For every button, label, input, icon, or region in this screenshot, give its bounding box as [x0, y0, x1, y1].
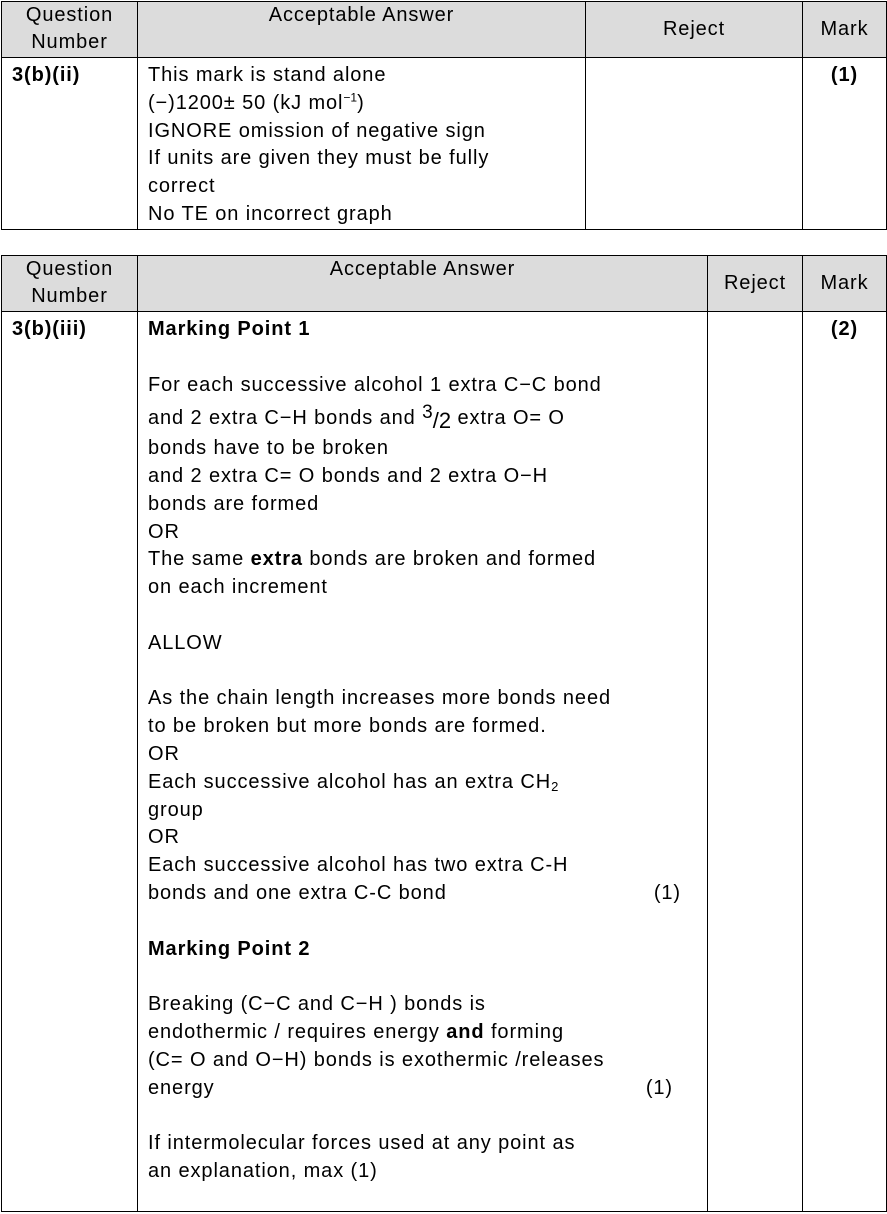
reject-cell [586, 58, 803, 230]
answer-line: No TE on incorrect graph [148, 202, 393, 225]
answer-line: an explanation, max (1) [148, 1159, 378, 1182]
answer-line: If units are given they must be fully [148, 147, 490, 170]
question-number-header: Question Number [2, 2, 138, 58]
reject-header: Reject [708, 256, 803, 312]
answer-line: and 2 extra C= O bonds and 2 extra O−H [148, 464, 548, 487]
marking-point-1-mark: (1) [653, 881, 681, 904]
answer-line: endothermic / requires energy and forming [148, 1020, 564, 1043]
answer-line: If intermolecular forces used at any point as [148, 1132, 576, 1155]
answer-line: correct [148, 175, 216, 198]
or-separator: OR [148, 742, 180, 765]
mark-cell: (2) [803, 312, 887, 1212]
allow-heading: ALLOW [148, 631, 223, 654]
acceptable-answer-cell [138, 58, 586, 230]
answer-line: to be broken but more bonds are formed. [148, 715, 547, 738]
acceptable-answer-header: Acceptable Answer [138, 256, 708, 312]
answer-line: energy (1) [148, 1075, 699, 1103]
marking-point-2-heading: Marking Point 2 [148, 937, 311, 960]
answer-line: Breaking (C−C and C−H ) bonds is [148, 993, 486, 1016]
or-separator: OR [148, 826, 180, 849]
mark-header: Mark [803, 2, 887, 58]
answer-row [2, 58, 887, 230]
answer-line: For each successive alcohol 1 extra C−C bond [148, 373, 602, 396]
answer-line: bonds are formed [148, 492, 320, 515]
answer-line: As the chain length increases more bonds need [148, 687, 611, 710]
answer-line: bonds have to be broken [148, 437, 389, 460]
answer-value-line: (−)1200± 50 (kJ mol$^{-1}$) [148, 90, 365, 114]
acceptable-answer-cell [138, 312, 708, 1212]
answer-line: The same extra bonds are broken and formed [148, 548, 597, 571]
answer-line: Each successive alcohol has two extra C-H [148, 854, 569, 877]
question-number: 3(b)(ii) [2, 58, 138, 230]
answer-line: This mark is stand alone [148, 64, 387, 86]
reject-header: Reject [586, 2, 803, 58]
answer-line: on each increment [148, 576, 328, 599]
answer-line-fraction: and 2 extra C−H bonds and 3/2 extra O= O [148, 402, 565, 434]
answer-line: bonds and one extra C-C bond (1) [148, 880, 699, 908]
answer-line: IGNORE omission of negative sign [148, 119, 486, 142]
mark-scheme-table-3b-iii [1, 255, 887, 1212]
header-row [2, 256, 887, 312]
mark-cell: (1) [803, 58, 887, 230]
reject-cell [708, 312, 803, 1212]
header-row [2, 2, 887, 58]
question-number: 3(b)(iii) [2, 312, 138, 1212]
answer-line: (C= O and O−H) bonds is exothermic /releases [148, 1048, 605, 1071]
acceptable-answer-header: Acceptable Answer [138, 2, 586, 58]
marking-point-2-mark: (1) [645, 1076, 673, 1099]
or-separator: OR [148, 520, 180, 543]
question-number-header: Question Number [2, 256, 138, 312]
mark-scheme-table-3b-ii [1, 1, 887, 230]
answer-line: group [148, 798, 204, 821]
marking-point-1-heading: Marking Point 1 [148, 318, 311, 340]
answer-row [2, 312, 887, 1212]
mark-header: Mark [803, 256, 887, 312]
answer-line: Each successive alcohol has an extra $CH_2$ [148, 770, 559, 794]
